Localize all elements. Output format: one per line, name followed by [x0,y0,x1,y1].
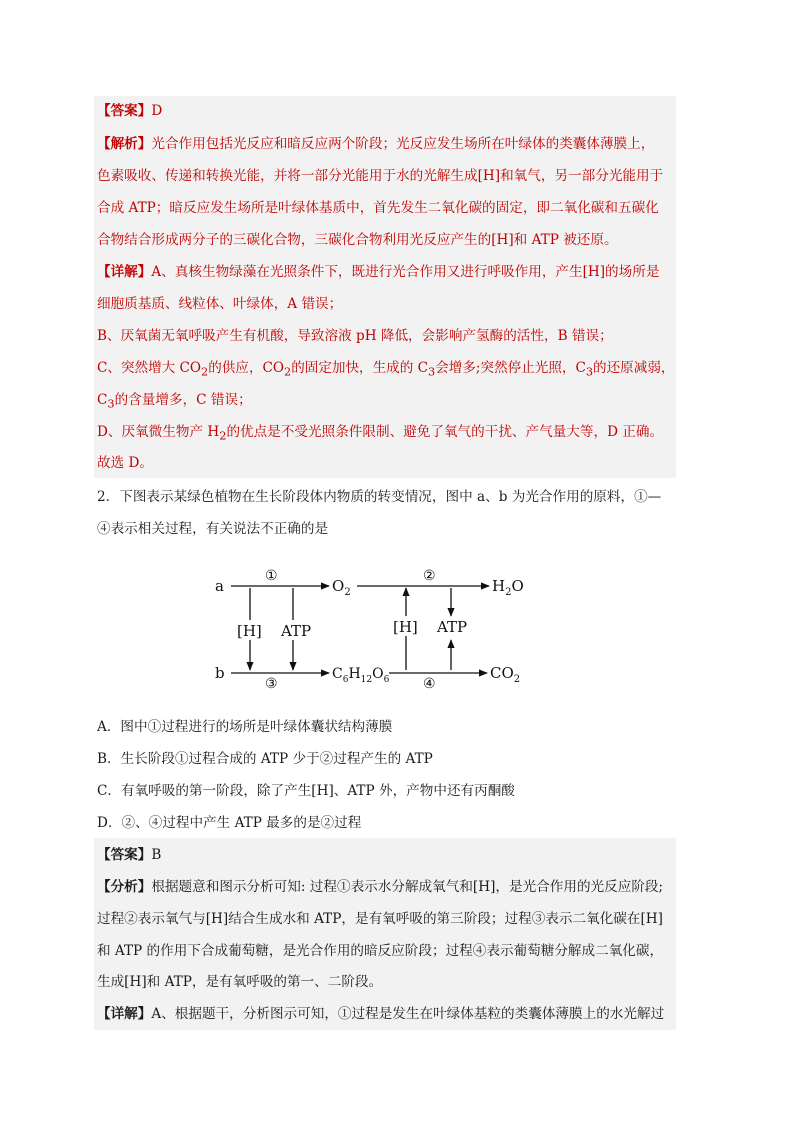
step-4-label: ④ [423,676,436,690]
answer-2-tag: 【答案】 [97,847,152,863]
answer-block-2-background [94,838,676,1030]
label-h-left: [H] [237,622,262,640]
analysis-1-tag: 【解析】 [97,136,152,152]
detail-1-line-a1: 【详解】A、真核生物绿藻在光照条件下，既进行光合作用又进行呼吸作用，产生[H]的场所是 [97,264,660,280]
step-2-label: ② [423,568,436,584]
label-b: b [215,664,225,682]
label-o2: $O_2$ [332,577,351,598]
detail-1-line-a2: 细胞质基质、线粒体、叶绿体，A 错误； [97,296,343,312]
step-1-label: ① [265,568,278,584]
analysis-2-line-1: 【分析】根据题意和图示分析可知: 过程①表示水分解成氧气和[H]，是光合作用的光反应阶段; [97,879,664,895]
question-2-line-1: 2．下图表示某绿色植物在生长阶段体内物质的转变情况，图中 a、b 为光合作用的原料，①— [97,489,662,505]
detail-2-line-1: 【详解】A、根据题干，分析图示可知，①过程是发生在叶绿体基粒的类囊体薄膜上的水光解过 [97,1006,665,1022]
detail-1-line-d: D、厌氧微生物产 $H_2$的优点是不受光照条件限制、避免了氧气的干扰、产气量大等，D 正确。 [97,424,664,443]
detail-1-conclusion: 故选 D。 [97,455,154,471]
detail-1-line-c1: C、突然增大 $CO_2$的供应，$CO_2$的固定加快，生成的 $C_3$会增多;突然停止光照，$C_3$的还原减弱， [97,360,675,379]
label-a: a [215,577,224,595]
detail-1-tag: 【详解】 [97,264,152,280]
detail-1-line-b: B、厌氧菌无氧呼吸产生有机酸，导致溶液 pH 降低，会影响产氢酶的活性，B 错误； [97,328,613,344]
analysis-1-line-4: 合物结合形成两分子的三碳化合物，三碳化合物利用光反应产生的[H]和 ATP 被还原。 [97,232,618,248]
answer-1 [97,101,162,121]
answer-2-value: B [151,847,162,863]
analysis-1-line-2: 色素吸收、传递和转换光能，并将一部分光能用于水的光解生成[H]和氧气，另一部分光能用于 [97,168,664,184]
question-2-line-2: ④表示相关过程，有关说法不正确的是 [97,521,329,537]
label-co2: $CO_2$ [490,664,521,685]
detail-1-line-c2: $C_3$的含量增多，C 错误； [97,392,252,411]
label-h-right: [H] [393,618,418,636]
step-3-label: ③ [265,676,278,690]
option-b: B．生长阶段①过程合成的 ATP 少于②过程产生的 ATP [97,751,433,767]
label-atp-right: ATP [437,618,468,636]
option-d: D．②、④过程中产生 ATP 最多的是②过程 [97,815,362,831]
answer-1-value: D [151,103,163,119]
label-h2o: $H_2O$ [492,577,524,598]
analysis-1-line-1: 【解析】光合作用包括光反应和暗反应两个阶段；光反应发生场所在叶绿体的类囊体薄膜上， [97,136,655,152]
answer-2 [97,845,161,865]
label-glucose: $C_6H_{12}O_6$ [332,666,390,685]
option-a: A．图中①过程进行的场所是叶绿体囊状结构薄膜 [97,719,393,735]
analysis-2-tag: 【分析】 [97,879,152,895]
process-diagram [205,560,535,690]
answer-1-tag: 【答案】 [97,103,152,119]
detail-2-tag: 【详解】 [97,1006,152,1022]
option-c: C．有氧呼吸的第一阶段，除了产生[H]、ATP 外，产物中还有丙酮酸 [97,783,515,799]
analysis-2-line-3: 和 ATP 的作用下合成葡萄糖，是光合作用的暗反应阶段；过程④表示葡萄糖分解成二氧化碳， [97,943,664,959]
label-atp-left: ATP [281,622,312,640]
analysis-1-line-3: 合成 ATP；暗反应发生场所是叶绿体基质中，首先发生二氧化碳的固定，即二氧化碳和五碳化 [97,200,659,216]
analysis-2-line-2: 过程②表示氧气与[H]结合生成水和 ATP，是有氧呼吸的第三阶段；过程③表示二氧化碳在[H] [97,911,663,927]
analysis-2-line-4: 生成[H]和 ATP，是有氧呼吸的第一、二阶段。 [97,974,383,990]
